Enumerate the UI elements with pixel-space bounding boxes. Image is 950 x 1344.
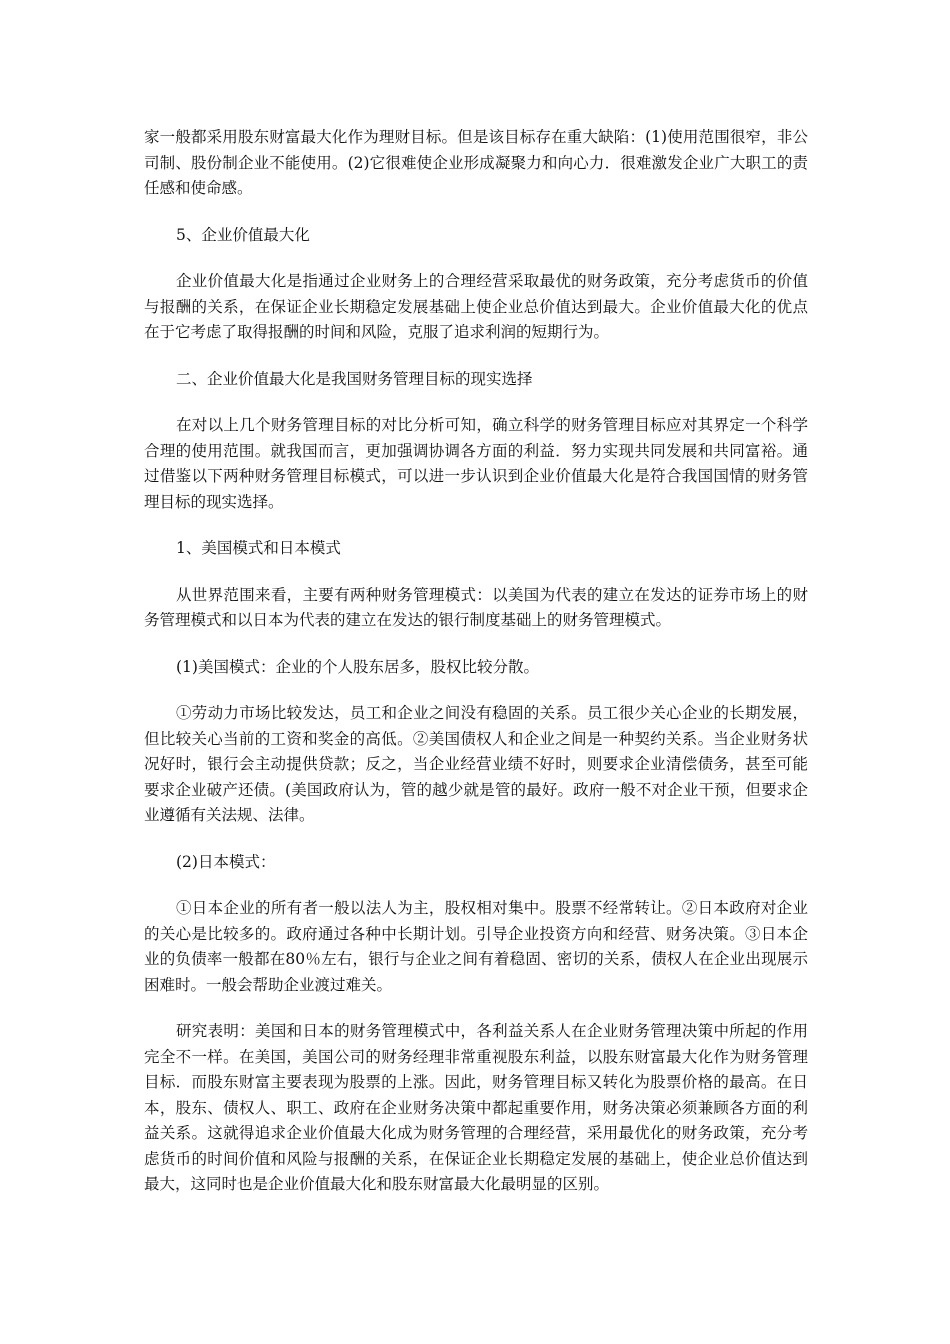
subheading-japan-model: (2)日本模式： bbox=[176, 852, 276, 871]
document-body bbox=[144, 125, 808, 1219]
section-heading-enterprise-value: 5、企业价值最大化 bbox=[176, 225, 310, 244]
paragraph-research-conclusion: 研究表明：美国和日本的财务管理模式中，各利益关系人在企业财务管理决策中所起的作用完全不一样。在美国，美国公司的财务经理非常重视股东利益，以股东财富最大化作为财务管理目标．而股东财富主要表现为股票的上涨。因此，财务管理目标又转化为股票价格的最高。在日本，股东、债权人、职工、政府在企业财务决策中都起重要作用，财务决策必须兼顾各方面的利益关系。这就得追求企业价值最大化成为财务管理的合理经营，采用最优化的财务政策，充分考虑货币的时间价值和风险与报酬的关系，在保证企业长期稳定发展的基础上，使企业总价值达到最大，这同时也是企业价值最大化和股东财富最大化最明显的区别。 bbox=[144, 1022, 808, 1193]
paragraph-continuation: 家一般都采用股东财富最大化作为理财目标。但是该目标存在重大缺陷：(1)使用范围很窄，非公司制、股份制企业不能使用。(2)它很难使企业形成凝聚力和向心力．很难激发企业广大职工的责任感和使命感。 bbox=[144, 128, 808, 197]
paragraph-comparative-analysis: 在对以上几个财务管理目标的对比分析可知，确立科学的财务管理目标应对其界定一个科学合理的使用范围。就我国而言，更加强调协调各方面的利益．努力实现共同发展和共同富裕。通过借鉴以下两种财务管理目标模式，可以进一步认识到企业价值最大化是符合我国国情的财务管理目标的现实选择。 bbox=[144, 416, 808, 511]
paragraph-two-models-overview: 从世界范围来看，主要有两种财务管理模式：以美国为代表的建立在发达的证券市场上的财务管理模式和以日本为代表的建立在发达的银行制度基础上的财务管理模式。 bbox=[144, 585, 808, 629]
paragraph-us-model-details: ①劳动力市场比较发达，员工和企业之间没有稳固的关系。员工很少关心企业的长期发展，但比较关心当前的工资和奖金的高低。②美国债权人和企业之间是一种契约关系。当企业财务状况好时，银行会主动提供贷款；反之，当企业经营业绩不好时，则要求企业清偿债务，甚至可能要求企业破产还债。(美国政府认为，管的越少就是管的最好。政府一般不对企业干预，但要求企业遵循有关法规、法律。 bbox=[144, 704, 808, 824]
subheading-us-model: (1)美国模式：企业的个人股东居多，股权比较分散。 bbox=[176, 657, 539, 676]
paragraph-japan-model-details: ①日本企业的所有者一般以法人为主，股权相对集中。股票不经常转让。②日本政府对企业的关心是比较多的。政府通过各种中长期计划。引导企业投资方向和经营、财务决策。③日本企业的负债率一般都在80％左右，银行与企业之间有着稳固、密切的关系，债权人在企业出现展示困难时。一般会帮助企业渡过难关。 bbox=[144, 899, 808, 994]
section-heading-realistic-choice: 二、企业价值最大化是我国财务管理目标的现实选择 bbox=[176, 369, 533, 388]
paragraph-enterprise-value-definition: 企业价值最大化是指通过企业财务上的合理经营采取最优的财务政策，充分考虑货币的价值与报酬的关系，在保证企业长期稳定发展基础上使企业总价值达到最大。企业价值最大化的优点在于它考虑了取得报酬的时间和风险，克服了追求利润的短期行为。 bbox=[144, 272, 808, 341]
section-heading-us-japan-models: 1、美国模式和日本模式 bbox=[176, 539, 341, 557]
